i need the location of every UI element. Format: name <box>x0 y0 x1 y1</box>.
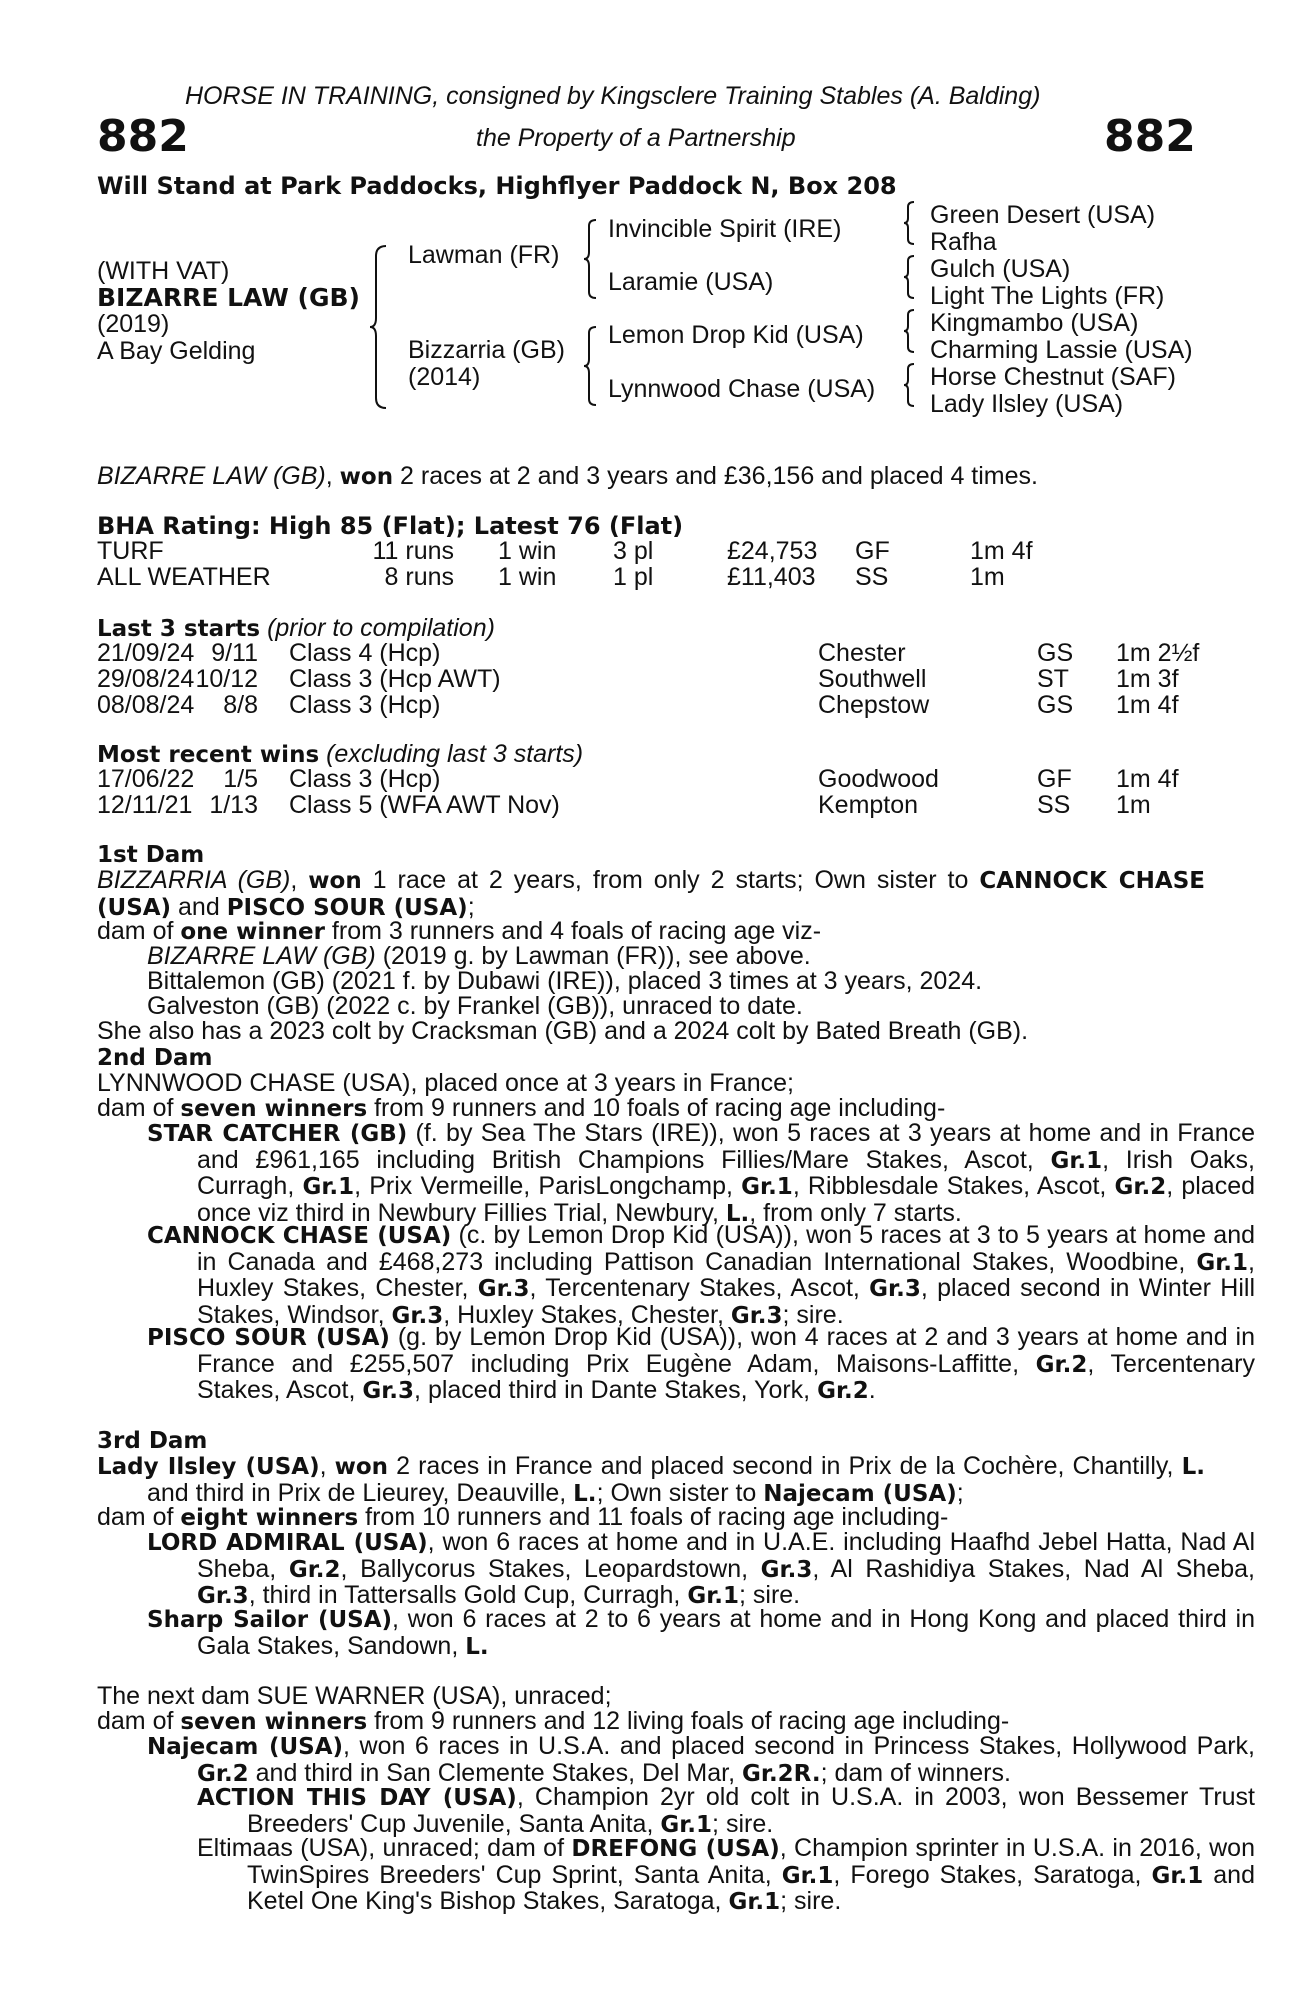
last3-course: Chester <box>818 639 906 667</box>
last3-dist: 1m 2½f <box>1116 639 1200 667</box>
nextdam-para-1: The next dam SUE WARNER (USA), unraced; <box>97 1682 612 1710</box>
dam-sire: Lemon Drop Kid (USA) <box>608 321 864 349</box>
pedigree-brace-g2 <box>902 254 916 300</box>
wins-dist: 1m <box>1116 791 1151 819</box>
wins-dist: 1m 4f <box>1116 765 1179 793</box>
ancestor-8: Lady Ilsley (USA) <box>930 390 1124 418</box>
wins-pos: 1/13 <box>209 791 258 819</box>
last3-course: Chepstow <box>818 691 930 719</box>
wins-race: Class 5 (WFA AWT Nov) <box>289 791 560 819</box>
rating-runs: 11 runs <box>372 537 454 565</box>
rating-dist: 1m <box>970 563 1005 591</box>
summary-text: 2 races at 2 and 3 years and £36,156 and placed 4 times. <box>393 462 1038 490</box>
property-line: the Property of a Partnership <box>476 124 796 152</box>
dam2-pisco-sour: PISCO SOUR (USA) (g. by Lemon Drop Kid (USA)), won 4 races at 2 and 3 years at home and in France and £255,507 including Prix Eugène Adam, Maisons-Laffitte, Gr.2, Tercentenary Stakes, Ascot, Gr.3, placed third in Dante Stakes, York, Gr.2. <box>147 1323 1255 1405</box>
last3-note: (prior to compilation) <box>267 614 495 642</box>
pedigree-brace-main <box>368 244 388 410</box>
last3-pos: 9/11 <box>211 639 258 667</box>
pedigree-brace-g4 <box>902 362 916 408</box>
ancestor-2: Rafha <box>930 228 997 256</box>
rating-going: SS <box>855 563 889 591</box>
rating-wins: 1 win <box>498 537 557 565</box>
wins-date: 12/11/21 <box>97 791 193 819</box>
consignment-line: HORSE IN TRAINING, consigned by Kingsclere Training Stables (A. Balding) <box>185 82 1041 110</box>
rating-wins: 1 win <box>498 563 557 591</box>
dam3-para-2: dam of eight winners from 10 runners and 11 foals of racing age including- <box>97 1503 949 1531</box>
nextdam-action-this-day: ACTION THIS DAY (USA), Champion 2yr old colt in U.S.A. in 2003, won Bessemer Trust Breeders' Cup Juvenile, Santa Anita, Gr.1; sire. <box>197 1783 1255 1838</box>
dam1-foal-3: Galveston (GB) (2022 c. by Frankel (GB)), unraced to date. <box>147 992 803 1020</box>
last3-going: GS <box>1037 639 1074 667</box>
horse-description: A Bay Gelding <box>97 337 256 365</box>
ancestor-7: Horse Chestnut (SAF) <box>930 363 1176 391</box>
nextdam-najecam: Najecam (USA), won 6 races in U.S.A. and placed second in Princess Stakes, Hollywood Park, Gr.2 and third in San Clemente Stakes, Del Mar, Gr.2R.; dam of winners. <box>147 1732 1255 1787</box>
last3-heading: Last 3 starts <box>97 616 261 642</box>
pedigree-brace-sire <box>582 218 598 300</box>
dam1-foal-1: BIZARRE LAW (GB) (2019 g. by Lawman (FR)), see above. <box>147 942 811 970</box>
dam1-para-2: dam of one winner from 3 runners and 4 foals of racing age viz- <box>97 917 822 945</box>
wins-pos: 1/5 <box>223 765 258 793</box>
dam2-para-1: LYNNWOOD CHASE (USA), placed once at 3 years in France; <box>97 1069 794 1097</box>
recent-wins-heading: Most recent wins <box>97 742 320 768</box>
rating-going: GF <box>855 537 890 565</box>
sire: Lawman (FR) <box>408 241 560 269</box>
rating-prize: £24,753 <box>727 537 818 565</box>
ancestor-3: Gulch (USA) <box>930 255 1071 283</box>
rating-runs: 8 runs <box>384 563 454 591</box>
last3-going: GS <box>1037 691 1074 719</box>
nextdam-para-2: dam of seven winners from 9 runners and 12 living foals of racing age including- <box>97 1707 1010 1735</box>
horse-year: (2019) <box>97 310 170 338</box>
rating-dist: 1m 4f <box>970 537 1033 565</box>
last3-race: Class 3 (Hcp AWT) <box>289 665 501 693</box>
rating-heading: BHA Rating: High 85 (Flat); Latest 76 (Flat) <box>97 512 684 540</box>
rating-placed: 3 pl <box>613 537 654 565</box>
wins-course: Kempton <box>818 791 919 819</box>
dam1-para-6: She also has a 2023 colt by Cracksman (GB) and a 2024 colt by Bated Breath (GB). <box>97 1017 1029 1045</box>
dam1-heading: 1st Dam <box>97 842 205 868</box>
last3-date: 29/08/24 <box>97 665 195 693</box>
dam2-cannock-chase: CANNOCK CHASE (USA) (c. by Lemon Drop Kid (USA)), won 5 races at 3 to 5 years at home and in Canada and £468,273 including Pattison Canadian International Stakes, Woodbine, Gr.1, Huxley Stakes, Chester, Gr.3, Tercentenary Stakes, Ascot, Gr.3, placed second in Winter Hill Stakes, Windsor, Gr.3, Huxley Stakes, Chester, Gr.3; sire. <box>147 1221 1255 1329</box>
summary-horse-name: BIZARRE LAW (GB) <box>97 462 326 490</box>
dam3-heading: 3rd Dam <box>97 1428 208 1454</box>
dam3-sharp-sailor: Sharp Sailor (USA), won 6 races at 2 to 6 years at home and in Hong Kong and placed third in Gala Stakes, Sandown, L. <box>147 1605 1256 1660</box>
sire-dam: Laramie (USA) <box>608 268 774 296</box>
race-summary: BIZARRE LAW (GB), won 2 races at 2 and 3 years and £36,156 and placed 4 times. <box>97 462 1038 490</box>
vat-note: (WITH VAT) <box>97 257 230 285</box>
wins-course: Goodwood <box>818 765 939 793</box>
ancestor-4: Light The Lights (FR) <box>930 282 1165 310</box>
lot-number-left: 882 <box>97 111 189 162</box>
ancestor-6: Charming Lassie (USA) <box>930 336 1193 364</box>
ancestor-5: Kingmambo (USA) <box>930 309 1139 337</box>
wins-date: 17/06/22 <box>97 765 195 793</box>
wins-going: SS <box>1037 791 1071 819</box>
dam1-foal-2: Bittalemon (GB) (2021 f. by Dubawi (IRE)), placed 3 times at 3 years, 2024. <box>147 967 983 995</box>
dam2-heading: 2nd Dam <box>97 1045 213 1071</box>
pedigree-brace-g3 <box>902 308 916 354</box>
dam-dam: Lynnwood Chase (USA) <box>608 375 876 403</box>
horse-name: BIZARRE LAW (GB) <box>97 283 360 312</box>
sire-sire: Invincible Spirit (IRE) <box>608 215 842 243</box>
rating-prize: £11,403 <box>727 563 816 591</box>
dam3-para-1: Lady Ilsley (USA), won 2 races in France and placed second in Prix de la Cochère, Chantilly, L. and third in Prix de Lieurey, Deauville, L.; Own sister to Najecam (USA); <box>97 1452 1205 1507</box>
dam2-star-catcher: STAR CATCHER (GB) (f. by Sea The Stars (IRE)), won 5 races at 3 years at home and in France and £961,165 including British Champions Fillies/Mare Stakes, Ascot, Gr.1, Irish Oaks, Curragh, Gr.1, Prix Vermeille, ParisLongchamp, Gr.1, Ribblesdale Stakes, Ascot, Gr.2, placed once viz third in Newbury Fillies Trial, Newbury, L., from only 7 starts. <box>147 1119 1256 1227</box>
wins-race: Class 3 (Hcp) <box>289 765 441 793</box>
last3-dist: 1m 4f <box>1116 691 1179 719</box>
nextdam-eltimaas: Eltimaas (USA), unraced; dam of DREFONG (USA), Champion sprinter in U.S.A. in 2016, won TwinSpires Breeders' Cup Sprint, Santa Anita, Gr.1, Forego Stakes, Saratoga, Gr.1 and Ketel One King's Bishop Stakes, Saratoga, Gr.1; sire. <box>197 1834 1255 1916</box>
dam3-lord-admiral: LORD ADMIRAL (USA), won 6 races at home and in U.A.E. including Haafhd Jebel Hatta, Nad Al Sheba, Gr.2, Ballycorus Stakes, Leopardstown, Gr.3, Al Rashidiya Stakes, Nad Al Sheba, Gr.3, third in Tattersalls Gold Cup, Curragh, Gr.1; sire. <box>147 1528 1255 1610</box>
last3-course: Southwell <box>818 665 927 693</box>
dam-year: (2014) <box>408 363 481 391</box>
dam2-para-2: dam of seven winners from 9 runners and 10 foals of racing age including- <box>97 1094 946 1122</box>
ancestor-1: Green Desert (USA) <box>930 201 1156 229</box>
last3-race: Class 4 (Hcp) <box>289 639 441 667</box>
location-line: Will Stand at Park Paddocks, Highflyer Paddock N, Box 208 <box>97 172 897 200</box>
summary-won: won <box>339 464 394 490</box>
rating-surface: TURF <box>97 537 164 565</box>
pedigree-brace-dam <box>582 325 598 407</box>
dam: Bizzarria (GB) <box>408 336 565 364</box>
last3-date: 21/09/24 <box>97 639 195 667</box>
last3-date: 08/08/24 <box>97 691 195 719</box>
last3-going: ST <box>1037 665 1069 693</box>
dam1-para-1: BIZZARRIA (GB), won 1 race at 2 years, from only 2 starts; Own sister to CANNOCK CHASE (USA) and PISCO SOUR (USA); <box>97 866 1205 921</box>
recent-wins-note: (excluding last 3 starts) <box>326 740 584 768</box>
last3-pos: 10/12 <box>195 665 258 693</box>
last3-dist: 1m 3f <box>1116 665 1179 693</box>
wins-going: GF <box>1037 765 1072 793</box>
last3-race: Class 3 (Hcp) <box>289 691 441 719</box>
pedigree-brace-g1 <box>902 200 916 246</box>
lot-number-right: 882 <box>1104 111 1196 162</box>
rating-placed: 1 pl <box>613 563 654 591</box>
rating-surface: ALL WEATHER <box>97 563 271 591</box>
last3-pos: 8/8 <box>223 691 258 719</box>
